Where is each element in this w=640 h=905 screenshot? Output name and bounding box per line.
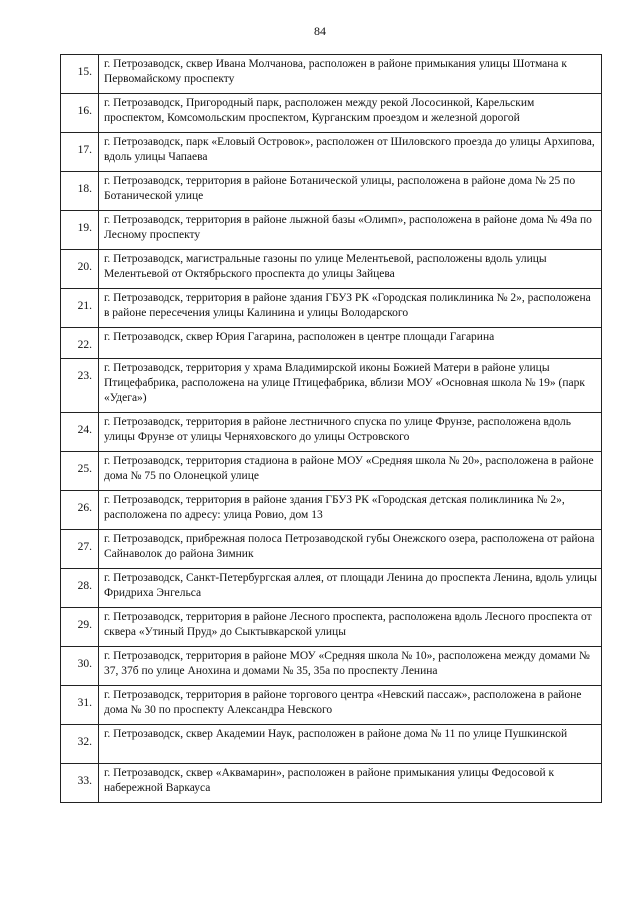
row-description: г. Петрозаводск, сквер Юрия Гагарина, расположен в центре площади Гагарина [99,328,602,359]
page-number: 84 [314,24,326,38]
table-row [61,328,602,359]
row-number: 16. [61,94,99,133]
row-description: г. Петрозаводск, территория в районе здания ГБУЗ РК «Городская поликлиника № 2», расположена в районе пересечения улицы Калинина и улицы Володарского [99,289,602,328]
row-number: 20. [61,250,99,289]
row-description: г. Петрозаводск, прибрежная полоса Петрозаводской губы Онежского озера, расположена от района Сайнаволок до района Зимник [99,530,602,569]
row-description: г. Петрозаводск, территория у храма Владимирской иконы Божией Матери в районе улицы Птицефабрика, расположена на улице Птицефабрика, вблизи МОУ «Основная школа № 19» (парк «Удега») [99,359,602,413]
row-number: 15. [61,55,99,94]
table-row [61,359,602,413]
row-description: г. Петрозаводск, территория стадиона в районе МОУ «Средняя школа № 20», расположена в районе дома № 75 по Олонецкой улице [99,452,602,491]
row-number: 29. [61,608,99,647]
table-row [61,491,602,530]
row-description: г. Петрозаводск, территория в районе торгового центра «Невский пассаж», расположена в районе дома № 30 по проспекту Александра Невского [99,686,602,725]
row-description: г. Петрозаводск, Пригородный парк, расположен между рекой Лососинкой, Карельским проспектом, Комсомольским проспектом, Курганским проездом и железной дорогой [99,94,602,133]
row-number: 19. [61,211,99,250]
row-description: г. Петрозаводск, территория в районе лыжной базы «Олимп», расположена в районе дома № 49а по Лесному проспекту [99,211,602,250]
row-number: 17. [61,133,99,172]
row-number: 18. [61,172,99,211]
row-number: 28. [61,569,99,608]
row-description: г. Петрозаводск, территория в районе Ботанической улицы, расположена в районе дома № 25 по Ботанической улице [99,172,602,211]
row-number: 27. [61,530,99,569]
table-row [61,211,602,250]
table-row [61,94,602,133]
table-row [61,289,602,328]
row-description: г. Петрозаводск, магистральные газоны по улице Мелентьевой, расположены вдоль улицы Мелентьевой от Октябрьского проспекта до улицы Зайцева [99,250,602,289]
table-row [61,413,602,452]
row-description: г. Петрозаводск, Санкт-Петербургская аллея, от площади Ленина до проспекта Ленина, вдоль улицы Фридриха Энгельса [99,569,602,608]
row-number: 31. [61,686,99,725]
row-description: г. Петрозаводск, территория в районе МОУ «Средняя школа № 10», расположена между домами № 37, 37б по улице Анохина и домами № 35, 35а по проспекту Ленина [99,647,602,686]
table-row [61,250,602,289]
row-description: г. Петрозаводск, парк «Еловый Островок», расположен от Шиловского проезда до улицы Архипова, вдоль улицы Чапаева [99,133,602,172]
table-row [61,55,602,94]
row-number: 22. [61,328,99,359]
table-row [61,608,602,647]
row-number: 30. [61,647,99,686]
row-number: 24. [61,413,99,452]
row-description: г. Петрозаводск, территория в районе лестничного спуска по улице Фрунзе, расположена вдоль улицы Фрунзе от улицы Черняховского до улицы Островского [99,413,602,452]
row-number: 25. [61,452,99,491]
table-row [61,452,602,491]
table-row [61,686,602,725]
row-description: г. Петрозаводск, сквер Академии Наук, расположен в районе дома № 11 по улице Пушкинской [99,725,602,764]
row-number: 26. [61,491,99,530]
table-row [61,764,602,803]
row-description: г. Петрозаводск, сквер «Аквамарин», расположен в районе примыкания улицы Федосовой к набережной Варкауса [99,764,602,803]
table-row [61,569,602,608]
locations-table [60,54,602,803]
table-row [61,725,602,764]
row-description: г. Петрозаводск, территория в районе здания ГБУЗ РК «Городская детская поликлиника № 2», расположена по адресу: улица Ровио, дом 13 [99,491,602,530]
row-description: г. Петрозаводск, территория в районе Лесного проспекта, расположена вдоль Лесного проспекта от сквера «Утиный Пруд» до Сыктывкарской улицы [99,608,602,647]
row-number: 32. [61,725,99,764]
table-row [61,647,602,686]
table-row [61,172,602,211]
table-row [61,530,602,569]
table-row [61,133,602,172]
row-number: 21. [61,289,99,328]
row-number: 23. [61,359,99,413]
row-number: 33. [61,764,99,803]
row-description: г. Петрозаводск, сквер Ивана Молчанова, расположен в районе примыкания улицы Шотмана к Первомайскому проспекту [99,55,602,94]
